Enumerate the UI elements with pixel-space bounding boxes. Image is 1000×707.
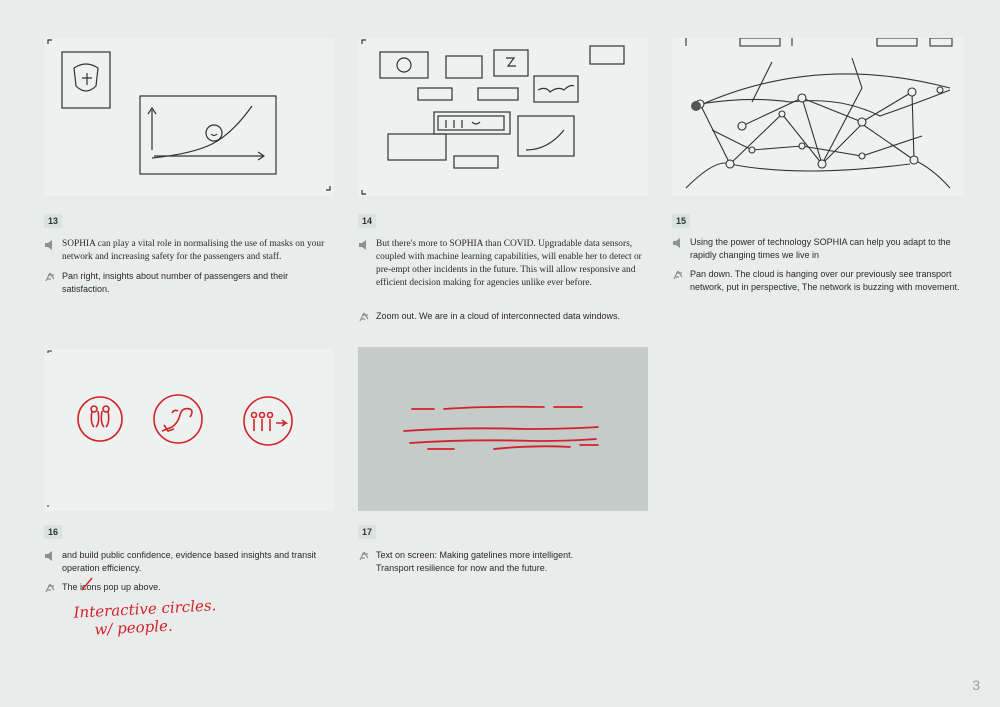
- audio-line: [672, 236, 964, 262]
- audio-text: Using the power of technology SOPHIA can help you adapt to the rapidly changing times we live in: [690, 237, 951, 260]
- action-line: [358, 310, 648, 323]
- handwritten-note-line2: w/ people.: [94, 616, 174, 639]
- audio-line: [44, 238, 334, 264]
- camera-action-icon: [44, 582, 62, 594]
- action-text: Pan right, insights about number of passengers and their satisfaction.: [62, 271, 289, 294]
- action-line: [672, 268, 964, 294]
- storyboard-frame-14: [358, 38, 648, 196]
- handwritten-note-line1: Interactive circles.: [73, 596, 217, 622]
- action-text: Zoom out. We are in a cloud of interconnected data windows.: [376, 311, 620, 321]
- page-number: 3: [972, 677, 980, 693]
- storyboard-frame-17: [358, 347, 648, 511]
- camera-action-icon: [358, 311, 376, 323]
- speaker-icon: [44, 239, 62, 251]
- panel-number: 16: [44, 525, 62, 539]
- audio-line: [44, 549, 334, 575]
- storyboard-frame-13: [44, 38, 334, 196]
- storyboard-frame-15: [672, 38, 964, 196]
- sketch-data-windows: [358, 38, 648, 196]
- action-text: Pan down. The cloud is hanging over our previously see transport network, put in perspective, The network is buzzing with movement.: [690, 269, 960, 292]
- panel-number: 15: [672, 214, 690, 228]
- audio-text: SOPHIA can play a vital role in normalising the use of masks on your network and increasing safety for the passengers and staff.: [62, 239, 325, 262]
- sketch-people-circles: [44, 349, 334, 511]
- sketch-network-cloud: [672, 38, 964, 196]
- audio-text: Text on screen: Making gatelines more intelligent. Transport resilience for now and the future.: [376, 550, 574, 573]
- panel-number: 17: [358, 525, 376, 539]
- storyboard-frame-16: [44, 349, 334, 511]
- speaker-icon: [358, 239, 376, 251]
- sketch-mask-and-chart: [44, 38, 334, 196]
- camera-action-icon: [44, 271, 62, 283]
- audio-text: and build public confidence, evidence based insights and transit operation efficiency.: [62, 550, 317, 573]
- action-text: The icons pop up above.: [62, 582, 161, 592]
- audio-line: [358, 238, 648, 290]
- speaker-icon: [44, 550, 62, 562]
- sketch-text-on-screen: [358, 347, 648, 511]
- panel-number: 14: [358, 214, 376, 228]
- audio-text: But there's more to SOPHIA than COVID. Upgradable data sensors, coupled with machine learning capabilities, will enable her to detect or pre-empt other incidents in the future. This will allow responsive and efficient decision making for agencies unlike ever before.: [376, 239, 642, 288]
- action-line: [44, 270, 334, 296]
- speaker-icon: [672, 237, 690, 249]
- camera-action-icon: [358, 550, 376, 562]
- camera-action-icon: [672, 269, 690, 281]
- panel-number: 13: [44, 214, 62, 228]
- strikethrough-mark: [80, 577, 94, 591]
- audio-line: [358, 549, 648, 575]
- handwritten-note: [73, 596, 218, 639]
